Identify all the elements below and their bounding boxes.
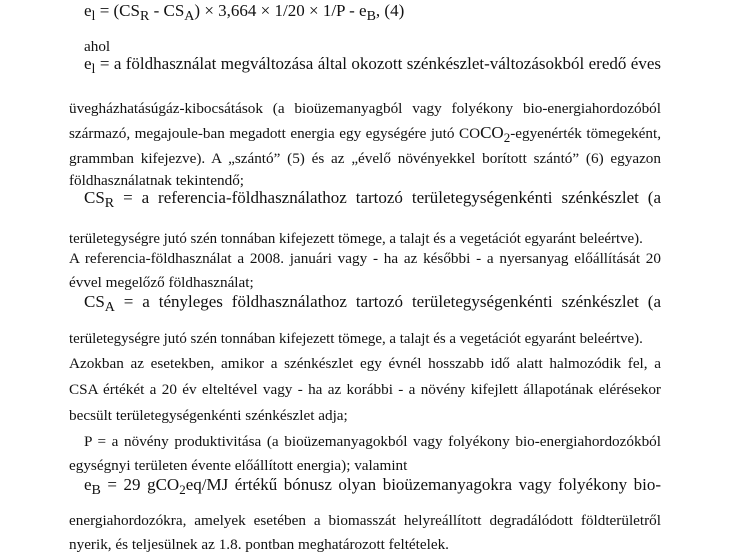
def-el-line-5: földhasználatnak tekintendő; [69,172,245,189]
def-csa-line-1 [84,293,661,313]
def-text: származó, megajoule-ban megadott energia egy egységére jutó CO [69,125,481,142]
def-text: -egyenérték tömegeként, [510,125,661,142]
def-csa-line-3: Azokban az esetekben, amikor a szénkészlet egy évnél hosszabb idő alatt halmozódik fel, a [69,355,661,372]
subscript-2: 2 [503,130,511,145]
formula-symbol-e: e [84,1,92,20]
subscript-l: l [91,62,96,77]
def-text: = 29 gCO [100,475,180,494]
formula-subscript-a: A [184,9,195,24]
def-csr-line-1 [84,189,661,209]
def-el-line-1 [84,55,661,75]
def-csr-line-4: évvel megelőző földhasználat; [69,274,254,291]
def-eb-line-3: nyerik, és teljesülnek az 1.8. pontban meghatározott feltételek. [69,536,449,553]
formula-part: , (4) [375,1,405,20]
def-p-line-1: P = a növény produktivitása (a bioüzemanyagokból vagy folyékony bio-energiahordozókból [84,433,661,450]
def-el-line-4: grammban kifejezve). A „szántó” (5) és az „évelő növényekkel borított szántó” (6) egyazon [69,150,661,167]
def-text: = a referencia-földhasználathoz tartozó területegységenkénti szénkészlet (a [114,188,661,207]
formula-line [84,2,404,22]
subscript-2: 2 [179,482,186,497]
def-text: = a tényleges földhasználathoz tartozó területegységenkénti szénkészlet (a [114,292,661,311]
def-csa-line-2: területegységre jutó szén tonnában kifejezett tömege, a talajt és a vegetációt egyaránt beleértve). [69,331,643,347]
subscript-a: A [104,300,115,315]
def-csr-line-3: A referencia-földhasználat a 2008. januári vagy - ha az későbbi - a nyersanyag előállítását 20 [69,250,661,267]
symbol-e: e [84,54,92,73]
def-text: = a földhasználat megváltozása által okozott szénkészlet-változásokból eredő éves [95,54,661,73]
def-csa-line-5: becsült területegységenkénti szénkészlet adja; [69,407,348,424]
def-csa-line-4: CSA értékét a 20 év elteltével vagy - ha az korábbi - a növény kifejlett állapotának elérésekor [69,381,661,398]
def-el-line-2: üvegházhatásúgáz-kibocsátások (a bioüzemanyagból vagy folyékony bio-energiahordozóból [69,100,661,117]
formula-subscript-l: l [91,9,96,24]
formula-part: - CS [149,1,185,20]
formula-part: = (CS [95,1,140,20]
co2-symbol: CO [480,123,504,142]
formula-part: ) × 3,664 × 1/20 × 1/P - e [194,1,367,20]
subscript-b: B [91,483,101,498]
formula-subscript-b: B [366,9,376,24]
symbol-cs: CS [84,292,105,311]
def-csr-line-2: területegységre jutó szén tonnában kifejezett tömege, a talajt és a vegetációt egyaránt beleértve). [69,231,643,247]
def-text: eq/MJ értékű bónusz olyan bioüzemanyagokra vagy folyékony bio- [185,475,661,494]
symbol-cs: CS [84,188,105,207]
formula-subscript-r: R [139,9,150,24]
symbol-e: e [84,475,92,494]
ahol-word: ahol [84,38,111,55]
def-eb-line-1 [84,476,661,496]
def-p-line-2: egységnyi területen évente előállított energia); valamint [69,457,408,474]
def-eb-line-2: energiahordozókra, amelyek esetében a biomasszát helyreállított degradálódott földterületről [69,512,661,529]
def-el-line-3 [69,124,661,143]
subscript-r: R [104,196,115,211]
